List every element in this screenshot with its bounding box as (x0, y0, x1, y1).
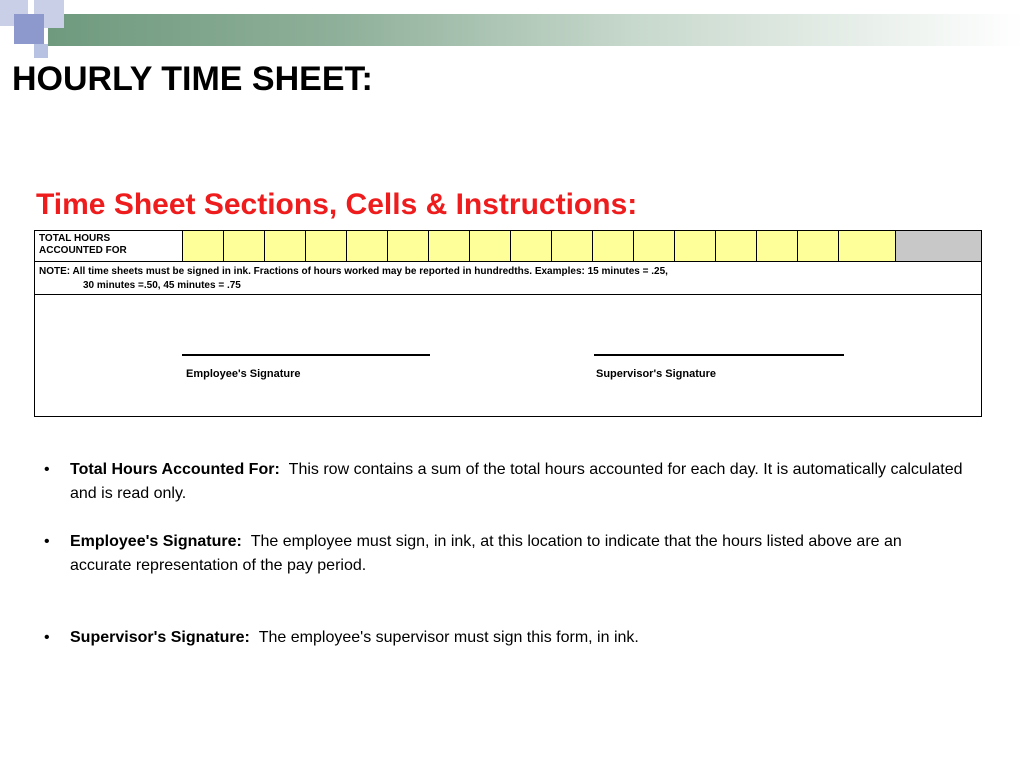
header-band (48, 14, 1024, 46)
note-line2: 30 minutes =.50, 45 minutes = .75 (83, 280, 241, 291)
bullet-text: The employee must sign, in ink, at this location to indicate that the hours listed above are an accurate representation of the pay period. (70, 533, 902, 574)
day-total-cell (470, 231, 511, 261)
decor-square (34, 44, 48, 58)
decor-square (14, 14, 44, 44)
list-item (44, 626, 964, 650)
totals-row (35, 231, 981, 262)
totals-label (35, 231, 183, 261)
day-total-cell (552, 231, 593, 261)
time-sheet-excerpt (34, 230, 982, 417)
list-item (44, 458, 964, 506)
bullet-term: Supervisor's Signature: (70, 629, 250, 646)
bullet-text: The employee's supervisor must sign this form, in ink. (258, 629, 639, 646)
note-row (35, 262, 981, 295)
employee-signature-label: Employee's Signature (186, 368, 301, 380)
day-total-cell (716, 231, 757, 261)
day-total-cell (757, 231, 798, 261)
bullet-text: This row contains a sum of the total hours accounted for each day. It is automatically calculated and is read only. (70, 461, 963, 502)
day-total-cell (511, 231, 552, 261)
supervisor-signature-line[interactable] (594, 354, 844, 356)
day-total-cell (798, 231, 839, 261)
day-total-cell (306, 231, 347, 261)
bullet-term: Employee's Signature: (70, 533, 242, 550)
day-total-cell (265, 231, 306, 261)
supervisor-signature-label: Supervisor's Signature (596, 368, 716, 380)
bullet-icon: • (44, 533, 50, 550)
day-total-cell (224, 231, 265, 261)
day-total-cell (388, 231, 429, 261)
section-heading: Time Sheet Sections, Cells & Instructions: (36, 188, 638, 221)
grand-total-cell (896, 231, 981, 261)
instruction-list (44, 458, 964, 650)
day-total-cell (675, 231, 716, 261)
day-total-cell (183, 231, 224, 261)
page-title: HOURLY TIME SHEET: (12, 60, 373, 98)
note-line1: NOTE: All time sheets must be signed in ink. Fractions of hours worked may be reported in hundredths. Examples: 15 minutes = .25, (39, 266, 668, 277)
bullet-term: Total Hours Accounted For: (70, 461, 280, 478)
bullet-icon: • (44, 629, 50, 646)
employee-signature-line[interactable] (182, 354, 430, 356)
signature-area (35, 295, 981, 416)
day-total-cell (839, 231, 896, 261)
totals-label-line2: ACCOUNTED FOR (39, 245, 127, 256)
day-total-cell (347, 231, 388, 261)
list-item (44, 530, 964, 578)
day-total-cell (429, 231, 470, 261)
bullet-icon: • (44, 461, 50, 478)
day-total-cell (593, 231, 634, 261)
day-total-cell (634, 231, 675, 261)
totals-label-line1: TOTAL HOURS (39, 233, 111, 244)
